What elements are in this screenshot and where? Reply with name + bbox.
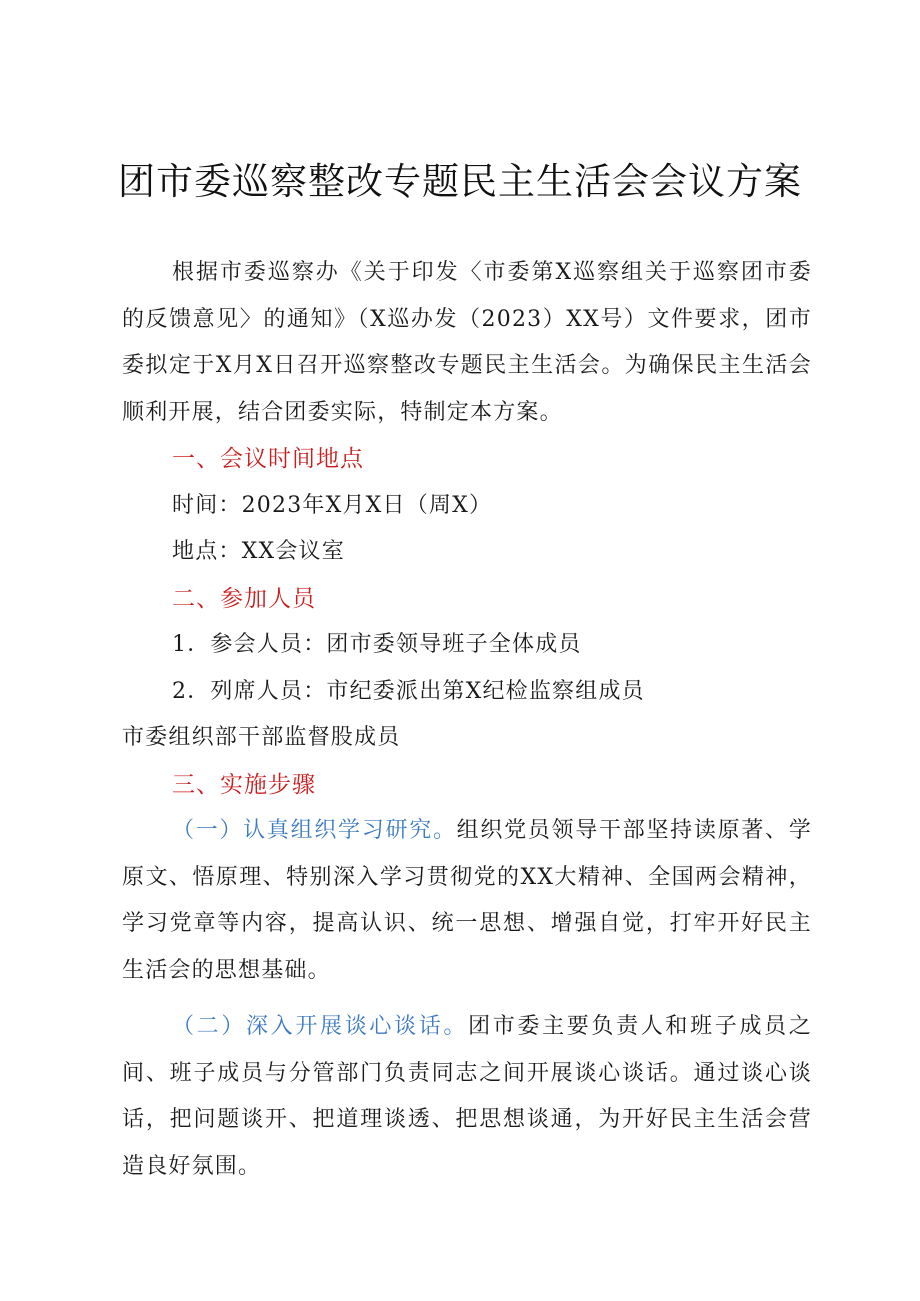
section-heading-time-place: 一、会议时间地点 [172,446,364,472]
step-one-label: （一）认真组织学习研究。 [172,818,457,843]
document-body [122,250,812,1190]
section-heading-attendees: 二、参加人员 [172,585,316,612]
document-title: 团市委巡察整改专题民主生活会会议方案 [118,160,802,203]
step-one-paragraph [122,808,812,994]
meeting-time: 时间：2023年X月X日（周X） [172,492,493,518]
observers-item-continued: 市委组织部干部监督股成员 [122,725,401,750]
step-two-paragraph [122,1004,812,1190]
attendees-item: 1．参会人员：团市委领导班子全体成员 [172,632,582,657]
step-two-label: （二）深入开展谈心谈话。 [172,1014,469,1039]
step-two-text: 团市委主要负责人和班子成员之间、班子成员与分管部门负责同志之间开展谈心谈话。通过谈心谈话，把问题谈开、把道理谈透、把思想谈通，为开好民主生活会营造良好氛围。 [122,1014,812,1179]
section-heading-steps: 三、实施步骤 [172,771,316,798]
meeting-place: 地点：XX会议室 [172,539,345,564]
intro-paragraph: 根据市委巡察办《关于印发〈市委第X巡察组关于巡察团市委的反馈意见〉的通知》（X巡办发（2023）XX号）文件要求，团市委拟定于X月X日召开巡察整改专题民主生活会。为确保民主生活会顺利开展，结合团委实际，特制定本方案。 [122,260,812,425]
observers-item: 2．列席人员：市纪委派出第X纪检监察组成员 [172,678,645,704]
step-one-text: 组织党员领导干部坚持读原著、学原文、悟原理、特别深入学习贯彻党的XX大精神、全国两会精神，学习党章等内容，提高认识、统一思想、增强自觉，打牢开好民主生活会的思想基础。 [122,818,812,983]
